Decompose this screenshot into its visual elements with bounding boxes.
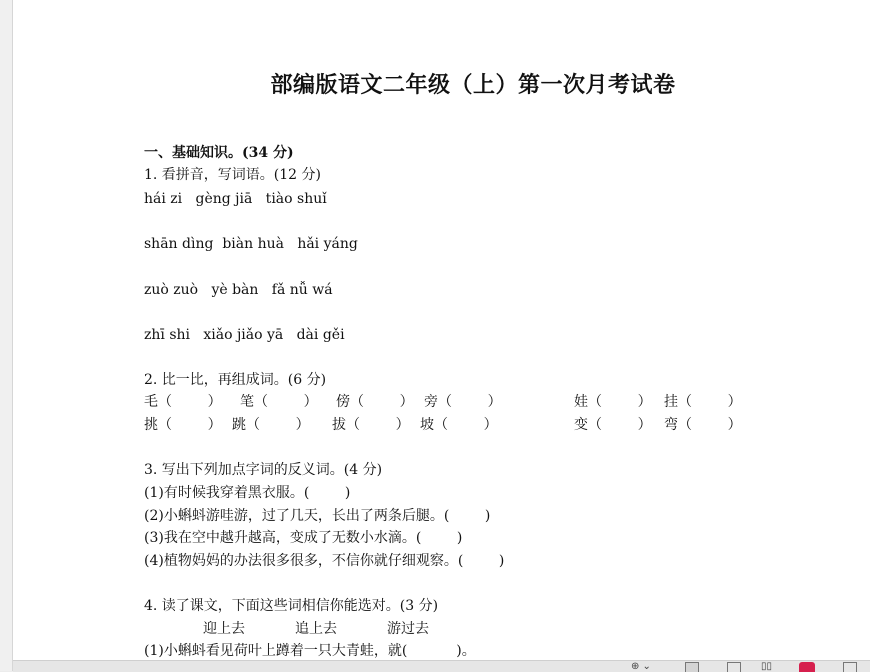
word-choice: 迎上去 — [203, 621, 245, 637]
left-ruler-strip — [0, 0, 13, 671]
compare-item: 跳（ ） — [232, 417, 310, 433]
compare-item: 拔（ ） — [332, 417, 410, 433]
compare-item: 挂（ ） — [664, 394, 742, 410]
compare-item: 傍（ ） — [336, 394, 414, 410]
pinyin-line-2: shān dìng biàn huà hǎi yáng — [144, 236, 358, 252]
pinyin-line-1: hái zi gèng jiā tiào shuǐ — [144, 191, 327, 207]
compare-item: 毛（ ） — [144, 394, 222, 410]
word-choice: 追上去 — [295, 621, 337, 637]
compare-item: 旁（ ） — [424, 394, 502, 410]
compare-item: 笔（ ） — [240, 394, 318, 410]
pinyin-line-4: zhī shi xiǎo jiǎo yā dài gěi — [144, 327, 345, 343]
status-bar — [13, 660, 870, 672]
compare-item: 娃（ ） — [574, 394, 652, 410]
zoom-icon[interactable]: ⊕ ⌄ — [631, 661, 651, 672]
question-2-prompt: 2. 比一比，再组成词。(6 分) — [144, 372, 327, 388]
document-page — [13, 0, 870, 660]
two-page-icon[interactable]: ▯▯ — [761, 661, 773, 672]
compare-item: 坡（ ） — [420, 417, 498, 433]
question-3-prompt: 3. 写出下列加点字词的反义词。(4 分) — [144, 462, 383, 478]
antonym-item-3: (3)我在空中越升越高，变成了无数小水滴。( ) — [144, 530, 463, 546]
question-4-item-1: (1)小蝌蚪看见荷叶上蹲着一只大青蛙，就( )。 — [144, 643, 476, 659]
compare-item: 变（ ） — [574, 417, 652, 433]
compare-item: 弯（ ） — [664, 417, 742, 433]
antonym-item-2: (2)小蝌蚪游哇游，过了几天，长出了两条后腿。( ) — [144, 508, 491, 524]
antonym-item-4: (4)植物妈妈的办法很多很多，不信你就仔细观察。( ) — [144, 553, 505, 569]
question-4-prompt: 4. 读了课文，下面这些词相信你能选对。(3 分) — [144, 598, 439, 614]
compare-item: 挑（ ） — [144, 417, 222, 433]
antonym-item-1: (1)有时候我穿着黑衣服。( ) — [144, 485, 351, 501]
section-heading: 一、基础知识。(34 分) — [144, 145, 294, 161]
pinyin-line-3: zuò zuò yè bàn fǎ nǚ wá — [144, 282, 333, 298]
exam-title: 部编版语文二年级（上）第一次月考试卷 — [270, 72, 676, 98]
word-choice: 游过去 — [387, 621, 429, 637]
question-1-prompt: 1. 看拼音，写词语。(12 分) — [144, 167, 321, 183]
